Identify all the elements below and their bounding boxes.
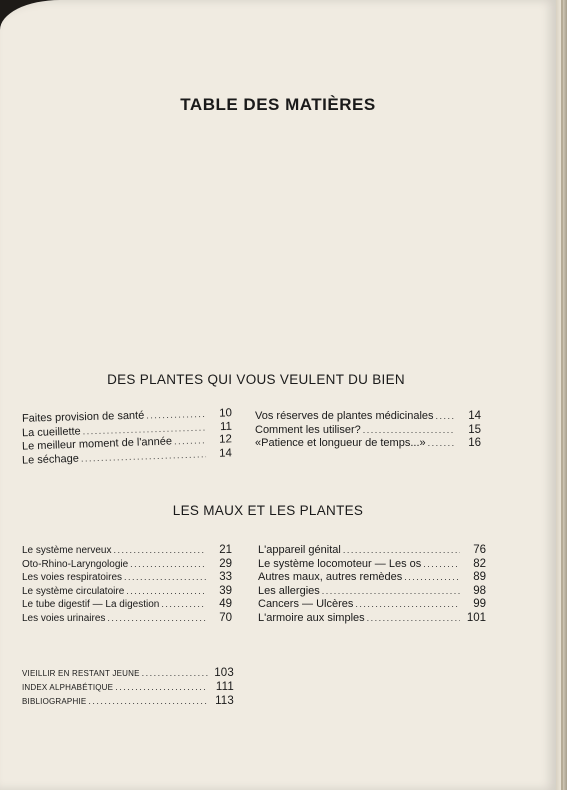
toc-entry-page: 70 xyxy=(219,611,232,624)
toc-entry xyxy=(22,571,232,585)
dot-leader xyxy=(88,694,208,708)
dot-leader xyxy=(363,424,455,438)
section-heading-plantes: DES PLANTES QUI VOUS VEULENT DU BIEN xyxy=(107,372,405,387)
dot-leader xyxy=(130,558,206,572)
toc-entry-page: 15 xyxy=(468,423,481,436)
dot-leader xyxy=(322,585,460,599)
toc-entry-label: La cueillette xyxy=(21,424,81,439)
toc-entry-label: Les voies urinaires xyxy=(22,612,106,624)
toc-entry xyxy=(22,612,232,626)
dot-leader xyxy=(161,598,206,612)
toc-entry-page: 101 xyxy=(466,611,486,624)
dot-leader xyxy=(367,612,460,626)
dot-leader xyxy=(142,666,208,680)
toc-entry-label: Les allergies xyxy=(258,584,320,597)
toc-entry-page: 11 xyxy=(219,420,233,433)
dot-leader xyxy=(343,544,460,558)
toc-entry xyxy=(22,694,234,708)
toc-column-s2-right xyxy=(258,544,486,625)
dot-leader xyxy=(124,571,206,585)
toc-entry-label: Oto-Rhino-Laryngologie xyxy=(22,558,129,570)
toc-entry-page: 49 xyxy=(219,598,232,610)
toc-entry-label: Le système circulatoire xyxy=(22,585,125,597)
toc-entry-page: 14 xyxy=(468,410,481,422)
toc-entry-page: 29 xyxy=(219,557,232,570)
toc-entry xyxy=(255,437,481,451)
toc-entry-label: Le système locomoteur — Les os xyxy=(258,557,422,570)
page-fore-edge-line xyxy=(561,0,563,790)
toc-entry xyxy=(22,680,234,694)
toc-entry xyxy=(258,598,486,612)
toc-entry-label: Vos réserves de plantes médicinales xyxy=(255,410,434,422)
toc-entry-page: 21 xyxy=(219,544,232,556)
toc-entry-page: 89 xyxy=(473,571,486,583)
toc-entry-page: 16 xyxy=(468,437,481,449)
toc-entry-page: 33 xyxy=(219,571,232,583)
toc-entry xyxy=(258,571,486,585)
toc-entry-label: INDEX ALPHABÉTIQUE xyxy=(22,683,114,692)
toc-entry xyxy=(22,666,234,680)
toc-entry xyxy=(22,558,232,572)
toc-entry-label: L'appareil génital xyxy=(258,544,341,556)
toc-entry xyxy=(258,612,486,626)
toc-entry-label: BIBLIOGRAPHIE xyxy=(22,697,87,706)
toc-entry-label: Comment les utiliser? xyxy=(255,423,361,436)
toc-entry-page: 111 xyxy=(215,681,234,693)
dot-leader xyxy=(114,544,207,558)
toc-entry-page: 76 xyxy=(473,544,486,556)
toc-entry-label: Cancers — Ulcères xyxy=(258,598,354,610)
toc-entry xyxy=(255,424,481,438)
toc-entry-page: 98 xyxy=(473,584,486,597)
dot-leader xyxy=(428,437,455,451)
toc-entry-page: 10 xyxy=(218,407,233,420)
toc-entry-page: 12 xyxy=(218,433,233,446)
toc-entry-page: 113 xyxy=(215,695,234,707)
dot-leader xyxy=(146,408,206,423)
dot-leader xyxy=(107,612,206,626)
toc-entry-label: Les voies respiratoires xyxy=(22,572,123,583)
dot-leader xyxy=(174,434,206,449)
toc-entry xyxy=(22,544,232,558)
toc-entry-label: Le système nerveux xyxy=(22,545,112,556)
page-title: TABLE DES MATIÈRES xyxy=(180,95,376,114)
section-heading-maux: LES MAUX ET LES PLANTES xyxy=(172,503,364,518)
toc-entry xyxy=(258,558,486,572)
toc-entry xyxy=(258,585,486,599)
toc-entry-page: 82 xyxy=(473,557,486,570)
toc-entry-page: 103 xyxy=(214,667,234,679)
dot-leader xyxy=(404,571,460,585)
toc-entry-label: Le tube digestif — La digestion xyxy=(22,599,160,610)
toc-annexes xyxy=(22,666,234,708)
toc-entry-label: VIEILLIR EN RESTANT JEUNE xyxy=(22,669,140,678)
toc-entry-label: Le séchage xyxy=(21,452,80,467)
toc-entry-label: Le meilleur moment de l'année xyxy=(21,435,173,453)
toc-column-s1-right xyxy=(255,410,481,451)
toc-entry xyxy=(22,598,232,612)
toc-entry xyxy=(255,410,481,424)
dot-leader xyxy=(115,680,208,694)
dot-leader xyxy=(355,598,460,612)
toc-entry-label: L'armoire aux simples xyxy=(258,611,365,624)
toc-entry-label: Faites provision de santé xyxy=(21,409,145,425)
toc-entry-page: 99 xyxy=(473,598,486,610)
dot-leader xyxy=(126,585,206,599)
toc-entry-label: «Patience et longueur de temps...» xyxy=(255,437,426,449)
toc-column-s2-left xyxy=(22,544,232,625)
toc-entry xyxy=(258,544,486,558)
dot-leader xyxy=(423,558,460,572)
dot-leader xyxy=(436,410,455,424)
toc-column-s1-left xyxy=(21,407,233,467)
toc-entry-label: Autres maux, autres remèdes xyxy=(258,571,403,583)
toc-entry-page: 39 xyxy=(219,584,232,597)
toc-entry-page: 14 xyxy=(218,446,233,460)
toc-entry xyxy=(22,585,232,599)
